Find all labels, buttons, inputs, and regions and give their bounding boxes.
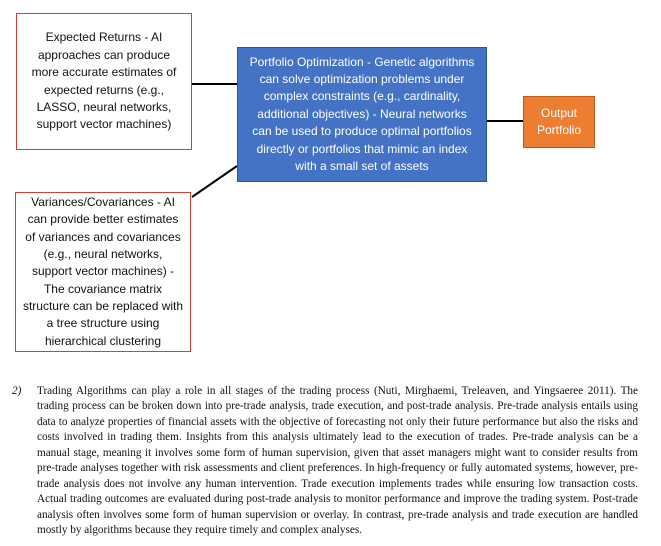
connector-variance-to-optimization: [192, 166, 237, 197]
portfolio-optimization-box: [237, 47, 487, 182]
portfolio-optimization-text: Portfolio Optimization - Genetic algorithms can solve optimization problems under complex constraints (e.g., cardinality, additional objectives) - Neural networks can be used to produce optimal portfolios directly or portfolios that mimic an index with a small set of assets: [249, 54, 475, 173]
variances-covariances-box: [15, 192, 191, 352]
paragraph-text: Trading Algorithms can play a role in all stages of the trading process (Nuti, Mirghaemi, Treleaven, and Yingsaeree 2011). The trading process can be broken down into pre-trade analysis, trade execution, and post-trade analysis. Pre-trade analysis entails using data to analyze properties of financial assets with the objective of forecasting not only their future performance but also the risks and costs involved in trading them. Insights from this analysis ultimately lead to the execution of trades. Pre-trade analysis can be a manual stage, meaning it involves some form of human supervision, given that asset managers might want to consider results from pre-trade analyses together with risk assessments and client preferences. In high-frequency or fully automated systems, however, pre-trade analysis does not involve any human intervention. Trade execution implements trades while ensuring low transaction costs. Actual trading outcomes are evaluated during post-trade analysis to monitor performance and improve the trading system. Post-trade analysis often involves some form of human supervision or overlay. In contrast, pre-trade analysis and trade execution are handled mostly by algorithms because they require timely and complex analyses.: [37, 385, 638, 537]
expected-returns-box: [16, 13, 192, 150]
paragraph-number: 2): [12, 385, 22, 397]
output-portfolio-box: [523, 96, 595, 148]
expected-returns-text: Expected Returns - AI approaches can produce more accurate estimates of expected returns (e.g., LASSO, neural networks, support vector machines): [31, 30, 177, 132]
variances-covariances-text: Variances/Covariances - AI can provide better estimates of variances and covariances (e.g., neural networks, support vector machines) - The covariance matrix structure can be replaced with a tree structure using hierarchical clustering: [22, 194, 184, 348]
output-portfolio-text: Output Portfolio: [536, 105, 582, 137]
trading-algorithms-paragraph: [12, 384, 638, 539]
